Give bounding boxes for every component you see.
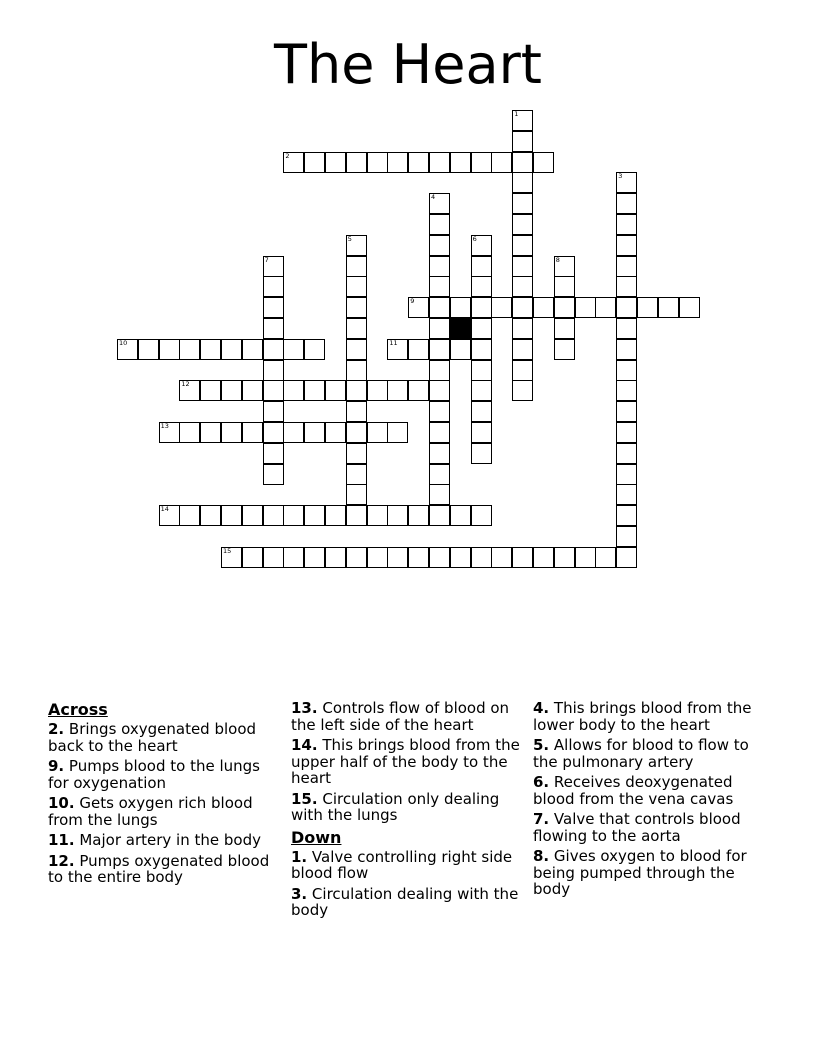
grid-cell[interactable] (637, 297, 658, 318)
grid-cell[interactable] (491, 152, 512, 173)
grid-cell[interactable] (429, 443, 450, 464)
grid-cell[interactable] (263, 380, 284, 401)
grid-cell[interactable] (263, 422, 284, 443)
grid-cell[interactable] (429, 464, 450, 485)
grid-cell[interactable] (304, 339, 325, 360)
grid-cell[interactable] (512, 547, 533, 568)
grid-cell[interactable] (221, 422, 242, 443)
grid-cell[interactable] (138, 339, 159, 360)
grid-cell[interactable] (554, 276, 575, 297)
clue-text: Controls flow of blood on the left side of the heart (291, 699, 510, 734)
grid-cell[interactable] (346, 505, 367, 526)
down-clue-6 (533, 774, 763, 807)
grid-cell[interactable] (346, 360, 367, 381)
grid-cell[interactable] (616, 443, 637, 464)
grid-cell[interactable] (471, 360, 492, 381)
grid-cell[interactable] (491, 547, 512, 568)
grid-cell[interactable] (429, 360, 450, 381)
grid-cell[interactable] (325, 152, 346, 173)
across-clue-13 (291, 700, 521, 733)
clue-text: Receives deoxygenated blood from the vena cavas (533, 773, 734, 808)
grid-cell[interactable] (283, 547, 304, 568)
cell-number: 13 (160, 422, 169, 430)
grid-cell[interactable] (159, 422, 180, 443)
grid-cell[interactable] (304, 380, 325, 401)
grid-cell[interactable] (471, 276, 492, 297)
grid-cell[interactable] (512, 235, 533, 256)
clue-number: 14. (291, 736, 318, 754)
across-heading: Across (48, 700, 108, 719)
clue-number: 2. (48, 720, 65, 738)
grid-cell[interactable] (471, 152, 492, 173)
clue-column-3 (533, 700, 763, 902)
grid-cell[interactable] (616, 505, 637, 526)
across-clue-15 (291, 791, 521, 824)
clue-column-1 (48, 700, 278, 890)
grid-cell[interactable] (242, 505, 263, 526)
grid-cell[interactable] (429, 547, 450, 568)
grid-cell[interactable] (616, 380, 637, 401)
clue-text: Gets oxygen rich blood from the lungs (48, 794, 253, 829)
clue-number: 11. (48, 831, 75, 849)
grid-cell[interactable] (387, 422, 408, 443)
grid-cell[interactable] (616, 422, 637, 443)
cell-number: 2 (285, 151, 290, 160)
grid-cell[interactable] (616, 318, 637, 339)
clue-number: 7. (533, 810, 550, 828)
grid-cell[interactable] (450, 152, 471, 173)
grid-cell[interactable] (595, 547, 616, 568)
grid-cell[interactable] (263, 401, 284, 422)
cell-number: 14 (160, 505, 169, 514)
grid-cell[interactable] (429, 297, 450, 318)
grid-cell[interactable] (512, 172, 533, 193)
grid-cell[interactable] (533, 152, 554, 173)
cell-number: 11 (389, 338, 398, 347)
grid-cell[interactable] (450, 547, 471, 568)
grid-cell[interactable] (408, 297, 429, 318)
grid-cell[interactable] (429, 256, 450, 277)
grid-cell[interactable] (554, 318, 575, 339)
grid-cell[interactable] (512, 297, 533, 318)
grid-cell-black (450, 318, 471, 339)
grid-cell[interactable] (263, 547, 284, 568)
clue-number: 3. (291, 884, 308, 903)
grid-cell[interactable] (346, 235, 367, 256)
grid-cell[interactable] (221, 339, 242, 360)
grid-cell[interactable] (325, 422, 346, 443)
clue-text: This brings blood from the upper half of the body to the heart (291, 736, 520, 787)
across-clue-10 (48, 795, 278, 828)
grid-cell[interactable] (346, 297, 367, 318)
grid-cell[interactable] (304, 422, 325, 443)
grid-cell[interactable] (616, 339, 637, 360)
clue-text: Pumps blood to the lungs for oxygenation (48, 757, 260, 792)
grid-cell[interactable] (242, 339, 263, 360)
across-clue-9 (48, 758, 278, 791)
grid-cell[interactable] (346, 276, 367, 297)
grid-cell[interactable] (429, 484, 450, 505)
grid-cell[interactable] (304, 505, 325, 526)
grid-cell[interactable] (471, 318, 492, 339)
down-heading: Down (291, 827, 342, 847)
grid-cell[interactable] (263, 360, 284, 381)
grid-cell[interactable] (616, 401, 637, 422)
grid-cell[interactable] (616, 172, 637, 193)
grid-cell[interactable] (450, 505, 471, 526)
grid-cell[interactable] (616, 214, 637, 235)
grid-cell[interactable] (429, 380, 450, 401)
grid-cell[interactable] (159, 339, 180, 360)
grid-cell[interactable] (512, 339, 533, 360)
cell-number: 12 (181, 380, 190, 389)
grid-cell[interactable] (221, 380, 242, 401)
clue-text: Valve that controls blood flowing to the aorta (533, 810, 741, 845)
page-title: The Heart (274, 33, 542, 96)
grid-cell[interactable] (554, 547, 575, 568)
cell-number: 4 (431, 193, 436, 202)
clue-text: Brings oxygenated blood back to the heart (48, 720, 257, 755)
clue-number: 13. (291, 699, 318, 717)
grid-cell[interactable] (387, 152, 408, 173)
grid-cell[interactable] (554, 339, 575, 360)
grid-cell[interactable] (471, 443, 492, 464)
grid-cell[interactable] (263, 505, 284, 526)
grid-cell[interactable] (658, 297, 679, 318)
grid-cell[interactable] (471, 380, 492, 401)
grid-cell[interactable] (429, 152, 450, 173)
clue-text: Valve controlling right side blood flow (291, 847, 513, 882)
cell-number: 8 (555, 255, 560, 264)
clue-text: Gives oxygen to blood for being pumped through the body (533, 847, 747, 898)
grid-cell[interactable] (512, 256, 533, 277)
grid-cell[interactable] (429, 401, 450, 422)
grid-cell[interactable] (242, 380, 263, 401)
grid-cell[interactable] (616, 276, 637, 297)
grid-cell[interactable] (471, 505, 492, 526)
across-clue-14 (291, 737, 521, 787)
grid-cell[interactable] (408, 505, 429, 526)
clue-number: 10. (48, 794, 75, 812)
clue-number: 4. (533, 699, 550, 717)
grid-cell[interactable] (429, 339, 450, 360)
down-clue-3 (291, 886, 521, 919)
grid-cell[interactable] (471, 297, 492, 318)
grid-cell[interactable] (595, 297, 616, 318)
grid-cell[interactable] (429, 422, 450, 443)
grid-cell[interactable] (471, 422, 492, 443)
cell-number: 10 (119, 338, 128, 347)
grid-cell[interactable] (616, 360, 637, 381)
grid-cell[interactable] (408, 547, 429, 568)
grid-cell[interactable] (512, 152, 533, 173)
cell-number: 3 (618, 172, 623, 181)
grid-cell[interactable] (263, 256, 284, 277)
grid-cell[interactable] (471, 401, 492, 422)
grid-cell[interactable] (616, 526, 637, 547)
grid-cell[interactable] (471, 235, 492, 256)
cell-number: 1 (514, 110, 519, 118)
clue-number: 5. (533, 736, 550, 754)
grid-cell[interactable] (616, 256, 637, 277)
down-clue-5 (533, 737, 763, 770)
grid-cell[interactable] (429, 235, 450, 256)
grid-cell[interactable] (283, 380, 304, 401)
grid-cell[interactable] (346, 380, 367, 401)
grid-cell[interactable] (367, 547, 388, 568)
grid-cell[interactable] (263, 318, 284, 339)
grid-cell[interactable] (616, 235, 637, 256)
across-clue-11 (48, 832, 278, 849)
grid-cell[interactable] (304, 152, 325, 173)
grid-cell[interactable] (616, 297, 637, 318)
clue-text: Allows for blood to flow to the pulmonary artery (533, 736, 749, 771)
clue-number: 6. (533, 773, 550, 791)
grid-cell[interactable] (367, 152, 388, 173)
grid-cell[interactable] (512, 214, 533, 235)
clue-number: 8. (533, 847, 550, 865)
grid-cell[interactable] (346, 422, 367, 443)
clue-column-2 (291, 700, 521, 923)
grid-cell[interactable] (200, 505, 221, 526)
grid-cell[interactable] (117, 339, 138, 360)
cell-number: 5 (347, 234, 352, 243)
grid-cell[interactable] (263, 339, 284, 360)
grid-cell[interactable] (346, 547, 367, 568)
grid-cell[interactable] (159, 505, 180, 526)
grid-cell[interactable] (616, 193, 637, 214)
clue-text: This brings blood from the lower body to the heart (533, 699, 752, 734)
grid-cell[interactable] (325, 505, 346, 526)
grid-cell[interactable] (408, 339, 429, 360)
grid-cell[interactable] (512, 131, 533, 152)
across-clue-2 (48, 721, 278, 754)
clue-text: Circulation dealing with the body (291, 884, 519, 919)
grid-cell[interactable] (242, 547, 263, 568)
cell-number: 15 (223, 546, 232, 555)
grid-cell[interactable] (408, 152, 429, 173)
grid-cell[interactable] (283, 339, 304, 360)
grid-cell[interactable] (346, 256, 367, 277)
clue-text: Major artery in the body (79, 831, 261, 849)
grid-cell[interactable] (200, 380, 221, 401)
down-clue-7 (533, 811, 763, 844)
grid-cell[interactable] (346, 443, 367, 464)
grid-cell[interactable] (346, 318, 367, 339)
grid-cell[interactable] (179, 422, 200, 443)
grid-cell[interactable] (533, 547, 554, 568)
grid-cell[interactable] (616, 464, 637, 485)
cell-number: 6 (472, 234, 477, 243)
grid-cell[interactable] (512, 193, 533, 214)
grid-cell[interactable] (429, 214, 450, 235)
grid-cell[interactable] (616, 484, 637, 505)
grid-cell[interactable] (346, 339, 367, 360)
grid-cell[interactable] (263, 276, 284, 297)
grid-cell[interactable] (512, 360, 533, 381)
down-clue-8 (533, 848, 763, 898)
grid-cell[interactable] (346, 401, 367, 422)
cell-number: 9 (410, 297, 415, 306)
grid-cell[interactable] (283, 505, 304, 526)
grid-cell[interactable] (221, 547, 242, 568)
grid-cell[interactable] (429, 276, 450, 297)
grid-cell[interactable] (512, 110, 533, 131)
clue-text: Circulation only dealing with the lungs (291, 789, 500, 824)
across-clue-12 (48, 853, 278, 886)
grid-cell[interactable] (679, 297, 700, 318)
clue-number: 9. (48, 757, 65, 775)
grid-cell[interactable] (221, 505, 242, 526)
grid-cell[interactable] (491, 297, 512, 318)
grid-cell[interactable] (429, 505, 450, 526)
grid-cell[interactable] (283, 422, 304, 443)
grid-cell[interactable] (283, 152, 304, 173)
grid-cell[interactable] (387, 380, 408, 401)
grid-cell[interactable] (429, 193, 450, 214)
grid-cell[interactable] (325, 380, 346, 401)
grid-cell[interactable] (471, 547, 492, 568)
grid-cell[interactable] (554, 297, 575, 318)
grid-cell[interactable] (471, 339, 492, 360)
grid-cell[interactable] (533, 297, 554, 318)
cell-number: 7 (264, 255, 269, 264)
grid-cell[interactable] (179, 380, 200, 401)
grid-cell[interactable] (200, 422, 221, 443)
grid-cell[interactable] (179, 339, 200, 360)
grid-cell[interactable] (263, 464, 284, 485)
grid-cell[interactable] (387, 505, 408, 526)
grid-cell[interactable] (325, 547, 346, 568)
grid-cell[interactable] (471, 256, 492, 277)
grid-cell[interactable] (200, 339, 221, 360)
grid-cell[interactable] (367, 380, 388, 401)
grid-cell[interactable] (450, 339, 471, 360)
grid-cell[interactable] (367, 422, 388, 443)
grid-cell[interactable] (429, 318, 450, 339)
grid-cell[interactable] (367, 505, 388, 526)
grid-cell[interactable] (575, 297, 596, 318)
grid-cell[interactable] (387, 547, 408, 568)
grid-cell[interactable] (408, 380, 429, 401)
clue-text: Pumps oxygenated blood to the entire body (48, 851, 270, 886)
grid-cell[interactable] (575, 547, 596, 568)
down-clue-4 (533, 700, 763, 733)
clue-number: 1. (291, 847, 308, 866)
clue-number: 12. (48, 851, 75, 870)
grid-cell[interactable] (512, 276, 533, 297)
grid-cell[interactable] (512, 380, 533, 401)
clue-number: 15. (291, 789, 318, 808)
grid-cell[interactable] (263, 297, 284, 318)
grid-cell[interactable] (554, 256, 575, 277)
grid-cell[interactable] (263, 443, 284, 464)
grid-cell[interactable] (242, 422, 263, 443)
down-clue-1 (291, 849, 521, 882)
grid-cell[interactable] (387, 339, 408, 360)
grid-cell[interactable] (346, 464, 367, 485)
grid-cell[interactable] (616, 547, 637, 568)
grid-cell[interactable] (304, 547, 325, 568)
grid-cell[interactable] (346, 152, 367, 173)
grid-cell[interactable] (512, 318, 533, 339)
grid-cell[interactable] (346, 484, 367, 505)
grid-cell[interactable] (179, 505, 200, 526)
grid-cell[interactable] (450, 297, 471, 318)
